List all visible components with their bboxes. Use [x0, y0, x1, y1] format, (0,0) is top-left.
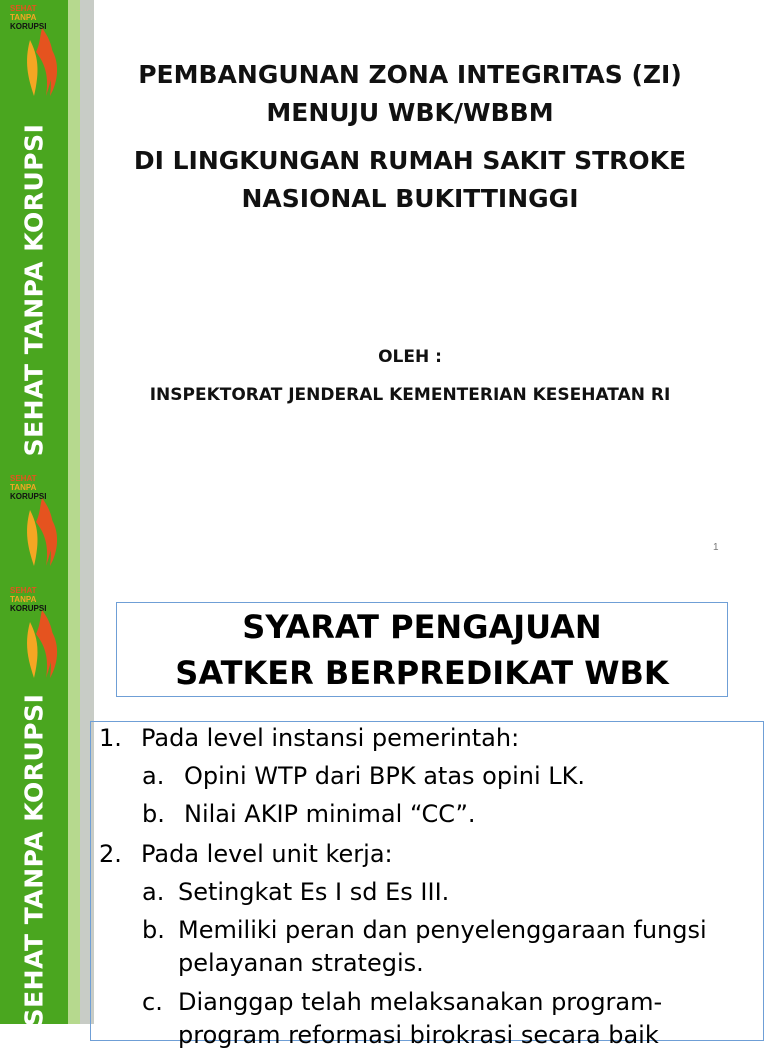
list-item	[142, 798, 476, 831]
slide-requirements	[0, 580, 768, 1049]
list-marker: a.	[142, 878, 165, 906]
flame-icon	[24, 608, 60, 680]
list-marker: c.	[142, 988, 163, 1016]
requirements-list	[90, 721, 764, 1049]
list-text: program reformasi birokrasi secara baik	[178, 1021, 659, 1049]
list-item	[142, 760, 585, 793]
list-text: pelayanan strategis.	[178, 949, 424, 977]
title-line: DI LINGKUNGAN RUMAH SAKIT STROKE	[133, 146, 687, 175]
list-text: Pada level unit kerja:	[141, 840, 393, 868]
list-marker: b.	[142, 916, 165, 944]
sehat-tanpa-korupsi-logo: SEHAT TANPA KORUPSI	[6, 4, 62, 96]
list-item	[99, 838, 393, 871]
side-banner-text: SEHAT TANPA KORUPSI	[19, 693, 49, 1027]
list-item	[142, 876, 450, 909]
list-marker: a.	[142, 762, 165, 790]
list-text: Pada level instansi pemerintah:	[141, 724, 520, 752]
side-banner-accent	[68, 580, 80, 1024]
flame-icon	[24, 496, 60, 568]
slide-number: 1	[713, 542, 719, 553]
author-name: INSPEKTORAT JENDERAL KEMENTERIAN KESEHATAN RI	[149, 385, 671, 405]
title-line: PEMBANGUNAN ZONA INTEGRITAS (ZI)	[138, 60, 682, 89]
sehat-tanpa-korupsi-logo: SEHAT TANPA KORUPSI	[6, 586, 62, 678]
list-marker: 2.	[99, 840, 122, 868]
side-banner-text: SEHAT TANPA KORUPSI	[19, 123, 49, 457]
title-line: MENUJU WBK/WBBM	[266, 98, 554, 127]
list-text: Setingkat Es I sd Es III.	[178, 878, 450, 906]
heading-line: SYARAT PENGAJUAN	[242, 608, 602, 646]
list-marker: b.	[142, 800, 165, 828]
list-text: Nilai AKIP minimal “CC”.	[184, 800, 476, 828]
list-text: Memiliki peran dan penyelenggaraan fungsi	[178, 916, 707, 944]
slide-title-heading	[100, 56, 720, 218]
by-label: OLEH :	[378, 347, 442, 367]
list-marker: 1.	[99, 724, 122, 752]
list-text: Dianggap telah melaksanakan program-	[178, 988, 663, 1016]
list-text: Opini WTP dari BPK atas opini LK.	[184, 762, 585, 790]
list-item	[142, 986, 663, 1019]
side-banner-accent	[68, 0, 80, 580]
list-item	[99, 722, 520, 755]
list-item	[142, 914, 707, 947]
slide-heading	[116, 602, 728, 697]
heading-line: SATKER BERPREDIKAT WBK	[175, 654, 669, 692]
flame-icon	[24, 26, 60, 98]
side-banner-divider	[80, 0, 94, 580]
title-line: NASIONAL BUKITTINGGI	[241, 184, 579, 213]
sehat-tanpa-korupsi-logo: SEHAT TANPA KORUPSI	[6, 474, 62, 566]
author-block	[100, 344, 720, 408]
